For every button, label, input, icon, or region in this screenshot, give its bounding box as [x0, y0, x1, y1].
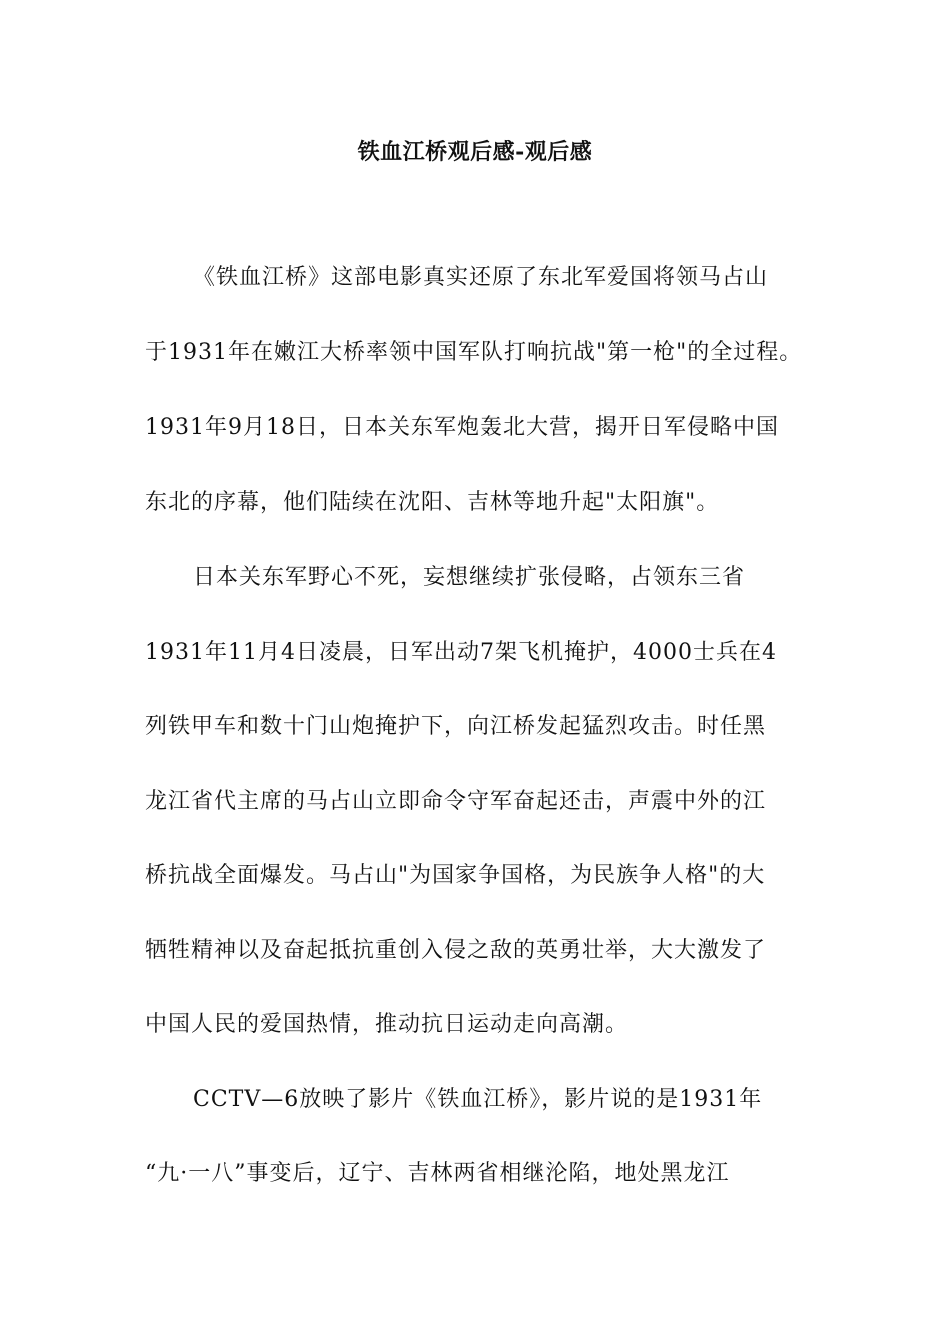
paragraph-3-line-1: CCTV—6放映了影片《铁血江桥》，影片说的是1931年 [193, 1087, 763, 1112]
paragraph-2-line-4: 龙江省代主席的马占山立即命令守军奋起还击，声震中外的江 [145, 789, 767, 814]
paragraph-1-line-4: 东北的序幕，他们陆续在沈阳、吉林等地升起"太阳旗"。 [145, 490, 720, 515]
paragraph-1-line-3: 1931年9月18日，日本关东军炮轰北大营，揭开日军侵略中国 [145, 415, 779, 440]
paragraph-2-line-3: 列铁甲车和数十门山炮掩护下，向江桥发起猛烈攻击。时任黑 [145, 714, 767, 739]
paragraph-2-line-7: 中国人民的爱国热情，推动抗日运动走向高潮。 [145, 1012, 629, 1037]
paragraph-1-line-2: 于1931年在嫩江大桥率领中国军队打响抗战"第一枪"的全过程。 [145, 340, 803, 365]
paragraph-2-line-1: 日本关东军野心不死，妄想继续扩张侵略，占领东三省 [193, 565, 746, 590]
paragraph-2-line-6: 牺牲精神以及奋起抵抗重创入侵之敌的英勇壮举，大大激发了 [145, 938, 767, 963]
paragraph-2-line-2: 1931年11月4日凌晨，日军出动7架飞机掩护，4000士兵在4 [145, 640, 777, 665]
paragraph-2-line-5: 桥抗战全面爆发。马占山"为国家争国格，为民族争人格"的大 [145, 863, 766, 888]
document-title: 铁血江桥观后感-观后感 [357, 139, 593, 165]
paragraph-3-line-2: “九·一八”事变后，辽宁、吉林两省相继沦陷，地处黑龙江 [145, 1161, 730, 1186]
paragraph-1-line-1: 《铁血江桥》这部电影真实还原了东北军爱国将领马占山 [193, 265, 769, 290]
